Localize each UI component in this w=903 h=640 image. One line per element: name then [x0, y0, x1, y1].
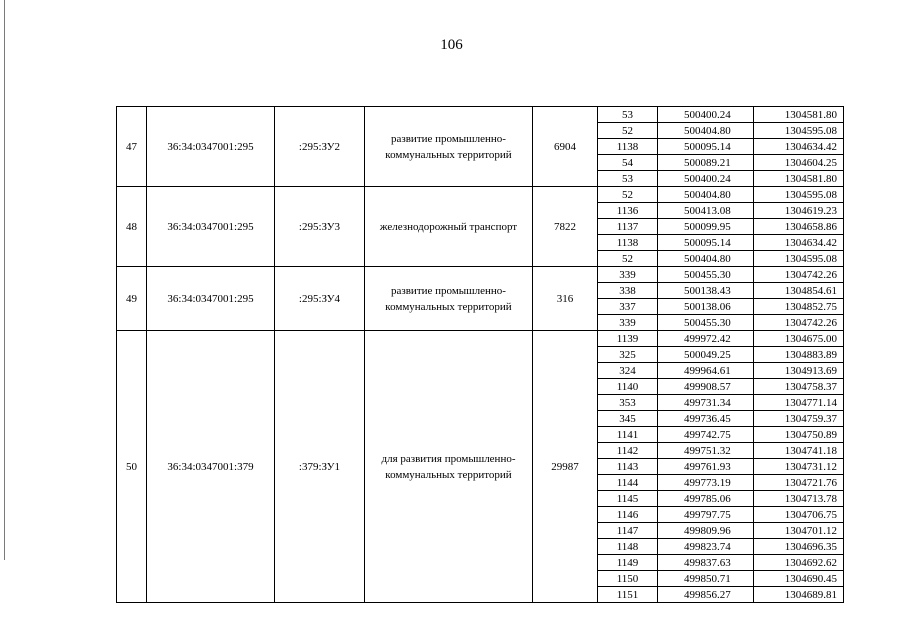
- point-number-cell: 345: [598, 411, 658, 427]
- coord-x-cell: 500138.43: [658, 283, 754, 299]
- point-number-cell: 52: [598, 123, 658, 139]
- cadastral-number-cell: 36:34:0347001:295: [147, 107, 275, 187]
- point-number-cell: 1148: [598, 539, 658, 555]
- coord-y-cell: 1304771.14: [754, 395, 844, 411]
- coord-y-cell: 1304696.35: [754, 539, 844, 555]
- point-number-cell: 1149: [598, 555, 658, 571]
- area-cell: 7822: [533, 187, 598, 267]
- coord-x-cell: 500089.21: [658, 155, 754, 171]
- coord-y-cell: 1304742.26: [754, 315, 844, 331]
- coord-y-cell: 1304750.89: [754, 427, 844, 443]
- point-number-cell: 1139: [598, 331, 658, 347]
- coord-x-cell: 499785.06: [658, 491, 754, 507]
- coord-y-cell: 1304854.61: [754, 283, 844, 299]
- coord-y-cell: 1304883.89: [754, 347, 844, 363]
- coord-y-cell: 1304742.26: [754, 267, 844, 283]
- coord-x-cell: 499908.57: [658, 379, 754, 395]
- point-number-cell: 1147: [598, 523, 658, 539]
- coord-x-cell: 499856.27: [658, 587, 754, 603]
- permitted-use-cell: железнодорожный транспорт: [365, 187, 533, 267]
- coord-x-cell: 499736.45: [658, 411, 754, 427]
- coord-y-cell: 1304689.81: [754, 587, 844, 603]
- coord-x-cell: 499731.34: [658, 395, 754, 411]
- coord-x-cell: 499742.75: [658, 427, 754, 443]
- plot-code-cell: :379:ЗУ1: [275, 331, 365, 603]
- point-number-cell: 53: [598, 171, 658, 187]
- point-number-cell: 54: [598, 155, 658, 171]
- permitted-use-cell: для развития промышленно-коммунальных территорий: [365, 331, 533, 603]
- table-row: [117, 331, 844, 347]
- point-number-cell: 1141: [598, 427, 658, 443]
- coord-y-cell: 1304675.00: [754, 331, 844, 347]
- coord-y-cell: 1304913.69: [754, 363, 844, 379]
- coord-x-cell: 500400.24: [658, 171, 754, 187]
- point-number-cell: 1151: [598, 587, 658, 603]
- scan-edge-line: [4, 0, 5, 560]
- coord-x-cell: 500099.95: [658, 219, 754, 235]
- point-number-cell: 325: [598, 347, 658, 363]
- coord-x-cell: 499797.75: [658, 507, 754, 523]
- point-number-cell: 1146: [598, 507, 658, 523]
- coord-y-cell: 1304595.08: [754, 251, 844, 267]
- coord-x-cell: 499761.93: [658, 459, 754, 475]
- coord-y-cell: 1304581.80: [754, 107, 844, 123]
- plot-number-cell: 49: [117, 267, 147, 331]
- table-row: [117, 187, 844, 203]
- point-number-cell: 1144: [598, 475, 658, 491]
- coord-x-cell: 500404.80: [658, 251, 754, 267]
- point-number-cell: 338: [598, 283, 658, 299]
- coord-x-cell: 499850.71: [658, 571, 754, 587]
- coord-y-cell: 1304581.80: [754, 171, 844, 187]
- permitted-use-cell: развитие промышленно-коммунальных территорий: [365, 267, 533, 331]
- coord-x-cell: 500455.30: [658, 315, 754, 331]
- coord-x-cell: 499751.32: [658, 443, 754, 459]
- coord-y-cell: 1304701.12: [754, 523, 844, 539]
- coord-x-cell: 499773.19: [658, 475, 754, 491]
- page-number: 106: [440, 37, 463, 53]
- coord-x-cell: 500095.14: [658, 235, 754, 251]
- point-number-cell: 53: [598, 107, 658, 123]
- coord-y-cell: 1304706.75: [754, 507, 844, 523]
- coord-x-cell: 500455.30: [658, 267, 754, 283]
- coord-y-cell: 1304690.45: [754, 571, 844, 587]
- plot-number-cell: 47: [117, 107, 147, 187]
- permitted-use-cell: развитие промышленно-коммунальных территорий: [365, 107, 533, 187]
- coord-x-cell: 499837.63: [658, 555, 754, 571]
- coord-y-cell: 1304658.86: [754, 219, 844, 235]
- point-number-cell: 353: [598, 395, 658, 411]
- point-number-cell: 52: [598, 187, 658, 203]
- plot-code-cell: :295:ЗУ3: [275, 187, 365, 267]
- coord-y-cell: 1304634.42: [754, 139, 844, 155]
- coord-y-cell: 1304758.37: [754, 379, 844, 395]
- coord-y-cell: 1304852.75: [754, 299, 844, 315]
- area-cell: 316: [533, 267, 598, 331]
- coord-x-cell: 500049.25: [658, 347, 754, 363]
- point-number-cell: 1140: [598, 379, 658, 395]
- point-number-cell: 324: [598, 363, 658, 379]
- coord-x-cell: 499972.42: [658, 331, 754, 347]
- coord-y-cell: 1304721.76: [754, 475, 844, 491]
- coord-y-cell: 1304692.62: [754, 555, 844, 571]
- coord-x-cell: 500413.08: [658, 203, 754, 219]
- coord-y-cell: 1304731.12: [754, 459, 844, 475]
- point-number-cell: 339: [598, 267, 658, 283]
- point-number-cell: 1138: [598, 235, 658, 251]
- point-number-cell: 1143: [598, 459, 658, 475]
- point-number-cell: 339: [598, 315, 658, 331]
- plot-code-cell: :295:ЗУ4: [275, 267, 365, 331]
- point-number-cell: 1137: [598, 219, 658, 235]
- point-number-cell: 1142: [598, 443, 658, 459]
- coord-x-cell: 499823.74: [658, 539, 754, 555]
- area-cell: 6904: [533, 107, 598, 187]
- point-number-cell: 1138: [598, 139, 658, 155]
- coord-x-cell: 499809.96: [658, 523, 754, 539]
- coord-y-cell: 1304759.37: [754, 411, 844, 427]
- coord-y-cell: 1304741.18: [754, 443, 844, 459]
- coord-x-cell: 500138.06: [658, 299, 754, 315]
- area-cell: 29987: [533, 331, 598, 603]
- point-number-cell: 1150: [598, 571, 658, 587]
- table-row: [117, 267, 844, 283]
- coord-y-cell: 1304634.42: [754, 235, 844, 251]
- coord-x-cell: 500404.80: [658, 187, 754, 203]
- coord-y-cell: 1304604.25: [754, 155, 844, 171]
- coord-y-cell: 1304713.78: [754, 491, 844, 507]
- table-row: [117, 107, 844, 123]
- point-number-cell: 1136: [598, 203, 658, 219]
- coord-y-cell: 1304595.08: [754, 123, 844, 139]
- point-number-cell: 52: [598, 251, 658, 267]
- plot-code-cell: :295:ЗУ2: [275, 107, 365, 187]
- plot-number-cell: 50: [117, 331, 147, 603]
- coord-x-cell: 500095.14: [658, 139, 754, 155]
- cadastral-number-cell: 36:34:0347001:295: [147, 187, 275, 267]
- coord-x-cell: 500404.80: [658, 123, 754, 139]
- point-number-cell: 1145: [598, 491, 658, 507]
- coord-y-cell: 1304619.23: [754, 203, 844, 219]
- coord-x-cell: 499964.61: [658, 363, 754, 379]
- coord-y-cell: 1304595.08: [754, 187, 844, 203]
- land-plots-table: [116, 106, 844, 603]
- coord-x-cell: 500400.24: [658, 107, 754, 123]
- plot-number-cell: 48: [117, 187, 147, 267]
- point-number-cell: 337: [598, 299, 658, 315]
- cadastral-number-cell: 36:34:0347001:379: [147, 331, 275, 603]
- cadastral-number-cell: 36:34:0347001:295: [147, 267, 275, 331]
